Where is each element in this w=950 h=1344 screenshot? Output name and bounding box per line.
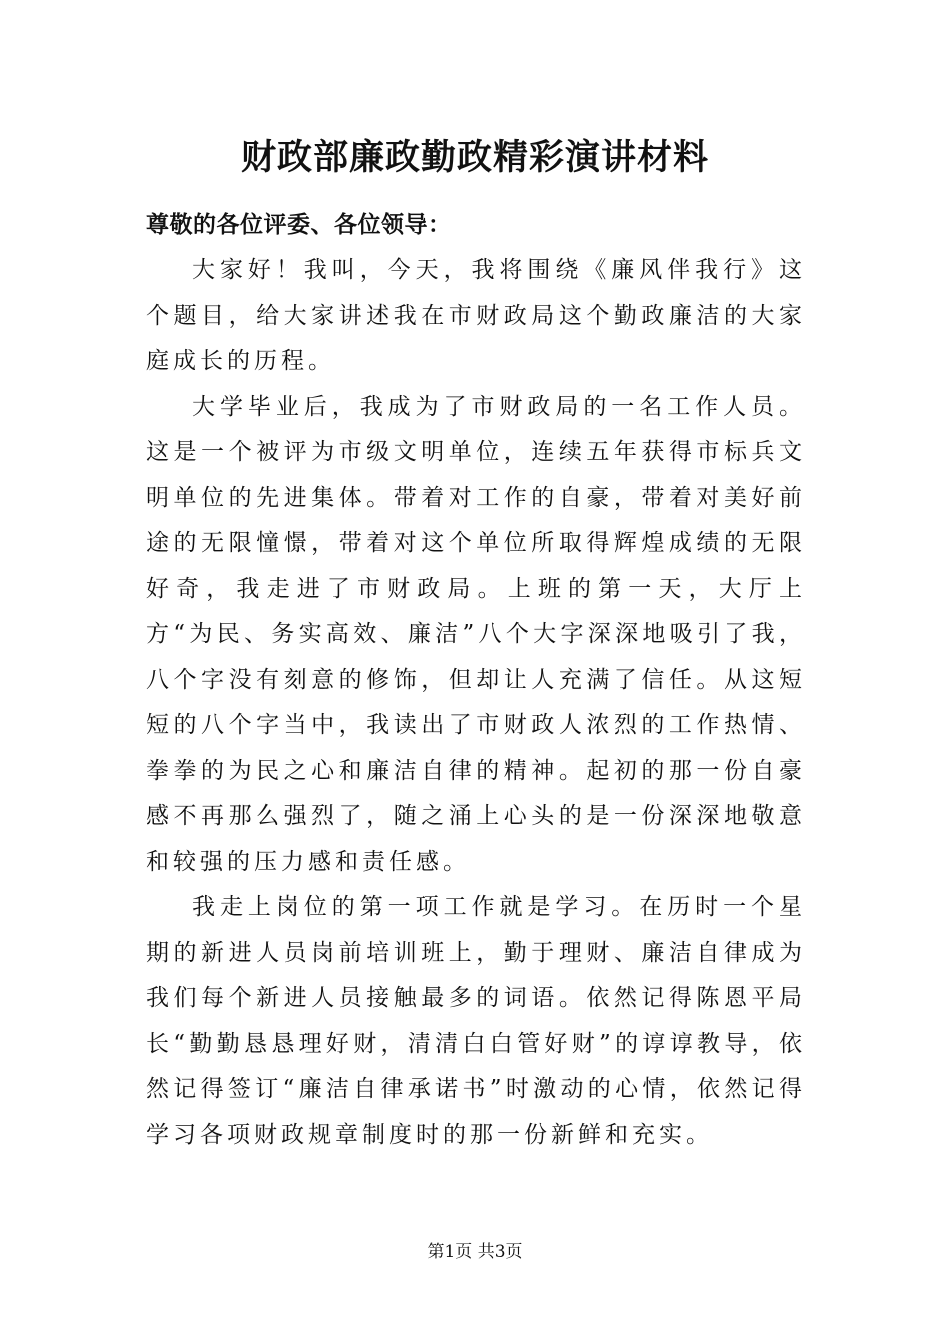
page-number-footer: 第1页 共3页 [427,1242,523,1262]
paragraph-2: 大学毕业后，我成为了市财政局的一名工作人员。这是一个被评为市级文明单位，连续五年获得市标兵文明单位的先进集体。带着对工作的自豪，带着对美好前途的无限憧憬，带着对这个单位所取得辉煌成绩的无限好奇，我走进了市财政局。上班的第一天，大厅上方“为民、务实高效、廉洁”八个大字深深地吸引了我，八个字没有刻意的修饰，但却让人充满了信任。从这短短的八个字当中，我读出了市财政人浓烈的工作热情、拳拳的为民之心和廉洁自律的精神。起初的那一份自豪感不再那么强烈了，随之涌上心头的是一份深深地敬意和较强的压力感和责任感。 [146,393,806,875]
document-body [146,201,806,1158]
document-title: 财政部廉政勤政精彩演讲材料 [240,137,709,178]
paragraph-1: 大家好！我叫，今天，我将围绕《廉风伴我行》这个题目，给大家讲述我在市财政局这个勤政廉洁的大家庭成长的历程。 [146,257,806,374]
paragraph-3: 我走上岗位的第一项工作就是学习。在历时一个星期的新进人员岗前培训班上，勤于理财、廉洁自律成为我们每个新进人员接触最多的词语。依然记得陈恩平局长“勤勤恳恳理好财，清清白白管好财”的谆谆教导，依然记得签订“廉洁自律承诺书”时激动的心情，依然记得学习各项财政规章制度时的那一份新鲜和充实。 [146,894,806,1148]
salutation: 尊敬的各位评委、各位领导： [146,211,452,238]
